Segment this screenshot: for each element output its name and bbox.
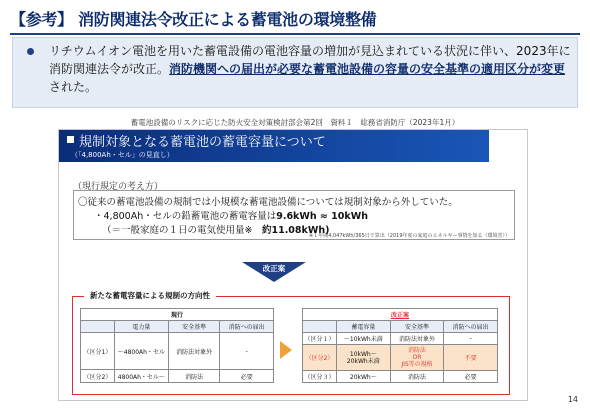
note-tail: された。 <box>49 80 98 94</box>
revision-arrow-label: 改正案 <box>262 264 286 273</box>
table-header-cell <box>81 321 115 333</box>
current-rules-table <box>80 308 274 383</box>
title-divider <box>10 33 580 35</box>
bullet-icon <box>27 48 34 55</box>
table-cell: 必要 <box>220 370 274 383</box>
page-number: 14 <box>567 395 578 404</box>
table-cell: ～10kWh未満 <box>336 333 390 345</box>
proposed-rules-table <box>302 308 498 383</box>
table-row <box>81 370 274 383</box>
table-header-cell: 消防への届出 <box>220 321 274 333</box>
table-cell: 必要 <box>444 371 498 383</box>
table-cell: （区分2） <box>303 345 337 371</box>
current-rule-line-3 <box>102 222 329 236</box>
table-cell: ～4800Ah・セル <box>114 333 168 370</box>
current-rule-footnote: ※１年間4,047kWh/365日で算出（2019年度の家庭のエネルギー事情を知る（環境省）） <box>309 233 510 239</box>
panel-header <box>59 130 489 162</box>
table-cell: （区分2） <box>81 370 115 383</box>
table-header-cell: 安全基準 <box>168 321 220 333</box>
square-bullet-icon <box>67 136 74 143</box>
table-row-highlighted <box>303 345 498 371</box>
source-citation: 蓄電池設備のリスクに応じた防火安全対策検討部会第2回 資料１ 総務省消防庁（2023年1月） <box>130 118 460 127</box>
table-cell: 消防法 <box>390 371 444 383</box>
table-header-cell: 蓄電容量 <box>336 321 390 333</box>
current-rule-line-1: 〇従来の蓄電池設備の規制では小規模な蓄電池設備については規制対象から外していた。 <box>78 197 458 208</box>
line2-value: 9.6kWh ≈ 10kWh <box>276 211 368 222</box>
table-cell: 消防法対象外 <box>390 333 444 345</box>
current-rule-label: （現行規定の考え方） <box>73 182 164 192</box>
table-cell: 消防法 OR JIS等の規格 <box>390 345 444 371</box>
panel-title: 規制対象となる蓄電池の蓄電容量について <box>79 135 326 150</box>
line3-value: 約11.08kWh) <box>261 225 330 236</box>
table-cell: - <box>220 333 274 370</box>
table-row <box>303 333 498 345</box>
table-row <box>303 371 498 383</box>
line2-text: ・4,800Ah・セルの鉛蓄電池の蓄電容量は <box>94 211 277 222</box>
table-cell: - <box>444 333 498 345</box>
table-cell: 10kWh～ 20kWh未満 <box>336 345 390 371</box>
table-header-cell: 安全基準 <box>390 321 444 333</box>
page-title: 【参考】 消防関連法令改正による蓄電池の環境整備 <box>10 10 377 29</box>
right-arrow-icon <box>280 341 292 359</box>
line3-text: （＝一般家庭の１日の電気使用量※ <box>102 225 262 236</box>
current-rule-box <box>73 190 515 240</box>
table-cell: （区分１） <box>303 333 337 345</box>
summary-note-box <box>12 37 578 108</box>
note-plain: リチウムイオン電池を用いた蓄電設備の電池容量の増加が見込まれている状況に伴い、2023年に消防関連法令が改正。 <box>49 44 571 76</box>
table-title: 改正案 <box>303 309 498 321</box>
direction-title: 新たな蓄電容量による規制の方向性 <box>84 290 216 301</box>
table-cell: （区分３） <box>303 371 337 383</box>
table-cell: 不要 <box>444 345 498 371</box>
table-cell: 消防法 <box>168 370 220 383</box>
table-cell: 20kWh～ <box>336 371 390 383</box>
table-header-cell: 消防への届出 <box>444 321 498 333</box>
summary-note-text <box>49 42 573 96</box>
table-cell: 4800Ah・セル～ <box>114 370 168 383</box>
table-header-cell <box>303 321 337 333</box>
table-cell: （区分1） <box>81 333 115 370</box>
note-emphasis: 消防機関への届出が必要な蓄電池設備の容量の安全基準の適用区分が変更 <box>169 62 566 76</box>
table-title: 現行 <box>81 309 274 321</box>
table-header-cell: 電力量 <box>114 321 168 333</box>
table-row <box>81 333 274 370</box>
panel-subtitle: （「4,800Ah・セル」の見直し） <box>71 151 174 159</box>
current-rule-line-2 <box>94 208 368 222</box>
table-cell: 消防法対象外 <box>168 333 220 370</box>
